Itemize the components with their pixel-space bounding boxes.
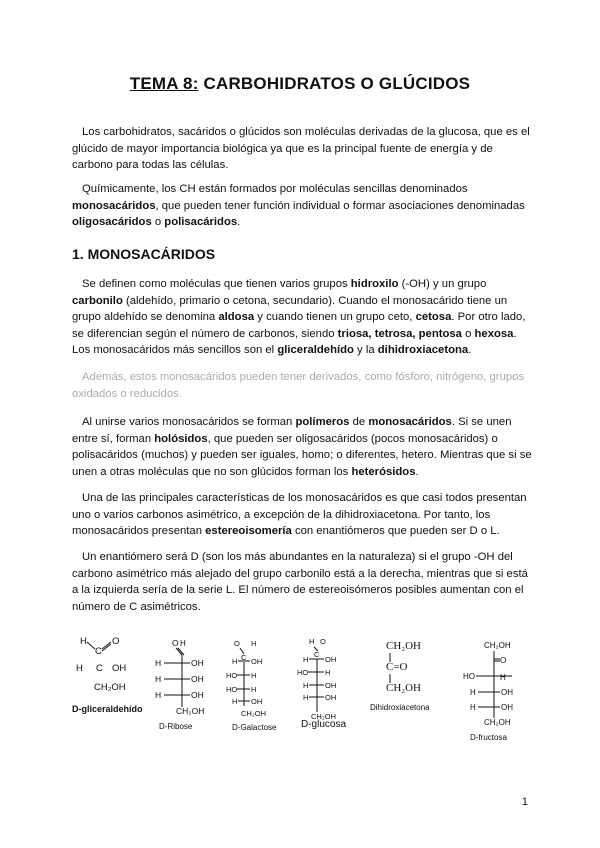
chem-bold: polisacáridos <box>164 216 238 228</box>
svg-text:H: H <box>180 639 186 648</box>
atom-label: CH₂OH <box>386 640 422 652</box>
atom-label: CH₂OH <box>94 682 126 693</box>
svg-text:H: H <box>251 639 257 648</box>
svg-text:H: H <box>309 637 315 646</box>
svg-text:OH: OH <box>251 657 263 666</box>
svg-text:H: H <box>500 673 506 682</box>
def-bold: gliceraldehído <box>277 344 354 356</box>
stereo-text: Una de las principales características de los monosacáridos es que casi todos presentan uno o varios carbonos asimétrico, a excepción de la dihidroxiacetona. Por tanto, los monosacáridos presentan <box>72 492 527 537</box>
svg-text:HO: HO <box>226 671 238 680</box>
svg-text:H: H <box>470 703 476 712</box>
svg-text:HO: HO <box>226 685 238 694</box>
svg-text:C: C <box>241 653 247 662</box>
glyceraldehyde-caption: D-gliceraldehído <box>72 704 143 714</box>
svg-text:H: H <box>470 688 476 697</box>
stereo-text: con enantiómeros que pueden ser D o L. <box>291 525 500 537</box>
title-rest: CARBOHIDRATOS O GLÚCIDOS <box>198 74 471 93</box>
chem-bold: monosacáridos <box>72 199 156 212</box>
poly-bold: polímeros <box>295 416 350 428</box>
svg-text:CH₂OH: CH₂OH <box>241 709 266 718</box>
def-bold: dihidroxiacetona <box>377 344 469 356</box>
poly-text: , que pueden ser oligosacáridos (pocos monosacáridos) o polisacáridos (muchos) y pueden ser iguales, homo; o diferentes, hetero. Mientras que si se unen a otras moléculas que no son glúcidos forman los <box>72 432 532 478</box>
def-bold: triosa, tetrosa, pentosa <box>337 327 462 340</box>
def-bold: hexosa <box>474 327 514 340</box>
galactose-caption: D-Galactose <box>232 723 277 732</box>
glucose-caption: D-glucosa <box>301 719 347 730</box>
atom-label: C <box>95 646 102 657</box>
faded-text: Además, estos monosacáridos pueden tener derivados, como fósforo, nitrógeno, grupos oxidados o reducidos. <box>72 371 525 400</box>
def-text: (aldehído, primario o cetona, secundario). Cuando el monosacárido tiene un grupo aldehído se denomina <box>72 294 508 323</box>
def-bold: hidroxilo <box>350 278 399 290</box>
svg-text:HO: HO <box>297 668 309 677</box>
svg-text:H: H <box>155 658 162 668</box>
def-text: o <box>461 327 475 340</box>
svg-text:OH: OH <box>191 658 204 668</box>
def-text: . <box>468 344 472 356</box>
def-text: Se definen como moléculas que tienen varios grupos <box>82 278 351 290</box>
page-number: 1 <box>521 796 528 808</box>
svg-text:C: C <box>314 650 320 659</box>
section-heading: 1. MONOSACÁRIDOS <box>72 246 216 262</box>
atom-label: C=O <box>386 661 408 673</box>
def-text: . Por otro lado, se diferencian según el número de carbonos, siendo <box>72 311 526 340</box>
def-bold: cetosa <box>415 311 452 323</box>
svg-text:OH: OH <box>251 697 263 706</box>
svg-text:H: H <box>155 674 162 684</box>
svg-text:O: O <box>320 637 326 646</box>
atom-label: O <box>112 636 120 647</box>
svg-text:H: H <box>325 668 331 677</box>
chem-bold: oligosacáridos <box>72 216 152 228</box>
svg-text:OH: OH <box>501 703 513 712</box>
svg-text:H: H <box>303 681 309 690</box>
svg-text:H: H <box>251 671 257 680</box>
def-text: (-OH) y un grupo <box>398 278 487 290</box>
def-bold: carbonilo <box>72 294 123 307</box>
svg-text:CH₂OH: CH₂OH <box>484 641 511 650</box>
poly-text: . <box>415 465 419 478</box>
def-text: y cuando tienen un grupo ceto, <box>254 311 416 323</box>
svg-text:OH: OH <box>325 693 337 702</box>
svg-text:H: H <box>303 655 309 664</box>
svg-text:HO: HO <box>463 672 475 681</box>
ribose-caption: D-Ribose <box>159 722 193 731</box>
svg-text:H: H <box>303 693 309 702</box>
def-text: y la <box>353 344 378 356</box>
poly-bold: heterósidos <box>351 465 416 478</box>
stereo-bold: estereoisomería <box>205 525 292 537</box>
svg-text:OH: OH <box>191 690 204 700</box>
svg-text:O: O <box>234 639 240 648</box>
atom-label: H <box>80 636 87 647</box>
poly-text: . Si se unen entre sí, forman <box>72 416 512 445</box>
svg-text:H: H <box>232 697 238 706</box>
svg-text:O: O <box>500 656 507 665</box>
chem-text: Químicamente, los CH están formados por moléculas sencillas denominados <box>82 183 468 195</box>
chem-text: o <box>151 216 165 228</box>
title-prefix: TEMA 8: <box>129 74 199 93</box>
chem-text: , que pueden tener función individual o formar asociaciones denominadas <box>155 199 525 212</box>
svg-text:CH₂OH: CH₂OH <box>311 712 336 721</box>
atom-label: C <box>96 663 103 674</box>
poly-text: Al unirse varios monosacáridos se forman <box>82 416 296 428</box>
atom-label: H <box>76 663 83 674</box>
svg-text:O: O <box>172 638 179 648</box>
svg-text:OH: OH <box>501 688 513 697</box>
chem-text: . <box>237 216 241 228</box>
def-text: . Los monosacáridos más sencillos son el <box>72 327 517 356</box>
svg-text:H: H <box>155 690 162 700</box>
poly-bold: holósidos <box>154 432 208 445</box>
svg-text:H: H <box>251 685 257 694</box>
poly-text: de <box>349 416 369 428</box>
atom-label: OH <box>112 663 127 674</box>
svg-text:OH: OH <box>191 674 204 684</box>
fructose-caption: D-fructosa <box>470 733 507 742</box>
dihydroxyacetone-caption: Dihidroxiacetona <box>370 703 430 712</box>
svg-text:CH₂OH: CH₂OH <box>484 718 511 727</box>
intro-text: Los carbohidratos, sacáridos o glúcidos son moléculas derivadas de la glucosa, que es el glúcido de mayor importancia biológica ya que es la principal fuente de energía y de carbono para todas las células. <box>72 126 530 171</box>
svg-text:OH: OH <box>325 681 337 690</box>
svg-text:CH₂OH: CH₂OH <box>176 706 205 716</box>
def-bold: aldosa <box>218 311 255 323</box>
svg-text:H: H <box>232 657 238 666</box>
svg-text:OH: OH <box>325 655 337 664</box>
enant-text: Un enantiómero será D (son los más abundantes en la naturaleza) si el grupo -OH del carbono asimétrico más alejado del grupo carbonilo está a la derecha, mientras que si está a la izquierda sería de la serie L. El número de estereoisómeros posibles aumentan con el número de C asimétricos. <box>72 551 528 613</box>
atom-label: CH₂OH <box>386 682 422 694</box>
poly-bold: monosacáridos <box>368 416 452 428</box>
